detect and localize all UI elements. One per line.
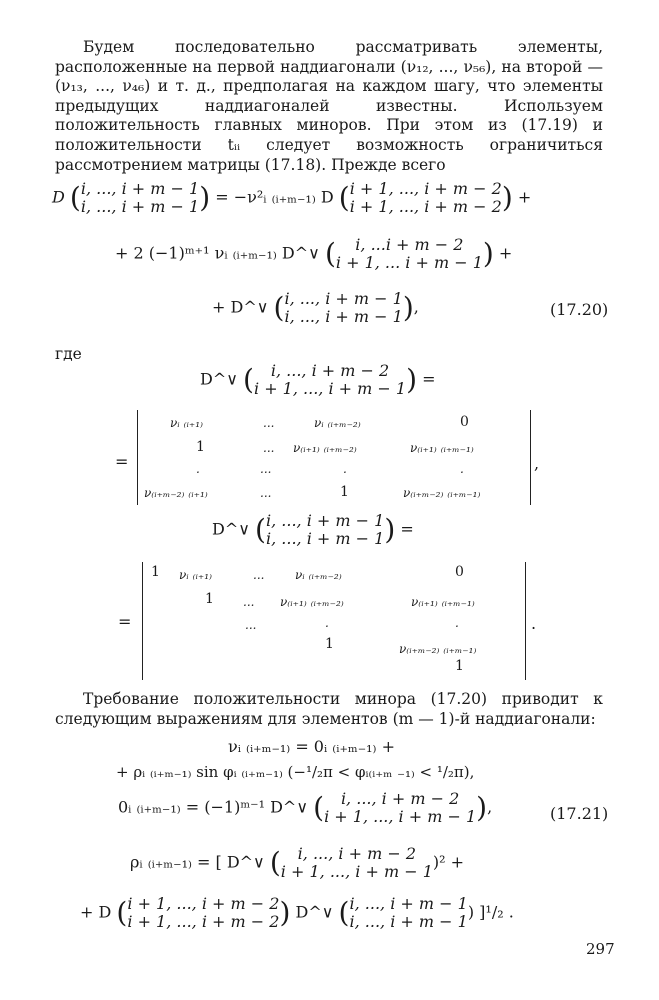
eq1720-comma: , (413, 297, 419, 317)
eq1721-l3-top: i, ..., i + m − 2 (340, 789, 460, 808)
eq1720-term3: + D^∨ (212, 297, 269, 317)
eq1721-number: (17.21) (550, 804, 609, 823)
det1-cell: . (460, 462, 464, 476)
det2-eq: = (400, 519, 414, 539)
eq1720-plus1: + (517, 187, 532, 207)
eq1721-l5-top2: i, ..., i + m − 1 (349, 894, 468, 913)
det2-cell: ν₍ᵢ₊ₘ₋₂₎ ₍ᵢ₊ₘ₋₁₎ (399, 642, 477, 656)
det1-cell: 1 (340, 484, 349, 500)
det2-cell: ... (253, 568, 265, 582)
eq1721-theta: 0ᵢ ₍ᵢ₊ₘ₋₁₎ = (−1)ᵐ⁻¹ D^∨ (118, 797, 309, 817)
eq1720-m4-bot: i, ..., i + m − 1 (284, 307, 403, 326)
det1-top: i, ..., i + m − 2 (270, 361, 390, 380)
para2-text: Требование положительности минора (17.20) приводит к следующим выражениям для элементов (m — 1)-й наддиагонали: (55, 690, 603, 728)
det2-cell: 1 (325, 636, 334, 652)
det1-comma: , (534, 454, 540, 473)
eq1721-l5-bot1: i + 1, ..., i + m − 2 (127, 912, 280, 931)
det1-cell: νᵢ ₍ᵢ₊₁₎ (170, 416, 203, 430)
eq1720-m1-bot: i, ..., i + m − 1 (80, 197, 200, 216)
intro-paragraph (55, 38, 603, 175)
eq1721-l4-end: )² + (432, 852, 465, 872)
det2-cell: 1 (455, 658, 464, 674)
eq1721-line4: ρᵢ ₍ᵢ₊ₘ₋₁₎ = [ D^∨ ( i, ..., i + m − 2 i + 1, ..., i + m − 1 )² + (130, 844, 465, 881)
det1-cell: . (343, 462, 347, 476)
det2-cell: νᵢ ₍ᵢ₊₁₎ (179, 568, 212, 582)
det2-cell: . (325, 616, 329, 630)
eq1721-l4-bot: i + 1, ..., i + m − 1 (280, 862, 433, 881)
det1-eq2: = (115, 452, 129, 471)
det1-cell: ν₍ᵢ₊₁₎ ₍ᵢ₊ₘ₋₂₎ (293, 441, 357, 455)
det1-cell: . (196, 462, 200, 476)
det1-cell: ν₍ᵢ₊₁₎ ₍ᵢ₊ₘ₋₁₎ (410, 441, 474, 455)
det2-cell: ... (243, 595, 255, 609)
det1-cell: ν₍ᵢ₊ₘ₋₂₎ ₍ᵢ₊₁₎ (144, 486, 208, 500)
det1-cell: νᵢ ₍ᵢ₊ₘ₋₂₎ (314, 416, 361, 430)
eq1720-line2: + 2 (−1)ᵐ⁺¹ νᵢ ₍ᵢ₊ₘ₋₁₎ D^∨ ( i, ...i + m − 2 i + 1, ... i + m − 1 ) + (115, 235, 513, 272)
eq1721-l5-bot2: i, ..., i + m − 1 (349, 912, 468, 931)
eq1720-line3: + D^∨ ( i, ..., i + m − 1 i, ..., i + m − 1 ), (212, 289, 419, 326)
det1-bot: i + 1, ..., i + m − 1 (253, 379, 407, 398)
det2-cell: ν₍ᵢ₊₁₎ ₍ᵢ₊ₘ₋₁₎ (411, 595, 475, 609)
det2-matrix (142, 562, 526, 680)
det2-cell: 1 (205, 591, 214, 607)
det1-cell: ... (260, 462, 272, 476)
det1-cell: 0 (460, 414, 469, 430)
eq1721-line1: νᵢ ₍ᵢ₊ₘ₋₁₎ = 0ᵢ ₍ᵢ₊ₘ₋₁₎ + (228, 737, 395, 756)
eq1721-line5: + D ( i + 1, ..., i + m − 2 i + 1, ..., i + m − 2 ) D^∨ ( i, ..., i + m − 1 i, ..., i + m − 1 ) ]¹/₂ . (80, 894, 514, 931)
eq1720-plus2: + (498, 243, 513, 263)
eq1721-line2: + ρᵢ ₍ᵢ₊ₘ₋₁₎ sin φᵢ ₍ᵢ₊ₘ₋₁₎ (−¹/₂π < φᵢ₍ᵢ₊ₘ ₋₁₎ < ¹/₂π), (116, 763, 475, 781)
det1-lhs: D^∨ (200, 369, 238, 389)
det1-cell: ... (260, 486, 272, 500)
det2-cell: νᵢ ₍ᵢ₊ₘ₋₂₎ (295, 568, 342, 582)
eq1721-l5-d: + D (80, 902, 112, 922)
det2-cell: . (455, 616, 459, 630)
det2-header: D^∨ ( i, ..., i + m − 1 i, ..., i + m − 1 ) = (212, 511, 414, 548)
eq1721-comma: , (487, 797, 493, 817)
det1-cell: ... (263, 441, 275, 455)
eq1721-l5-end: ) ]¹/₂ . (467, 902, 514, 922)
det2-cell: 0 (455, 564, 464, 580)
det2-eq2: = (118, 612, 132, 631)
intro-text: Будем последовательно рассматривать элементы, расположенные на первой наддиагонали (ν₁₂, ..., ν₅₆), на второй — (ν₁₃, ..., ν₄₆) и т. д., предполагая на каждом шагу, что элементы предыдущих наддиагоналей известны. Используем положительность главных миноров. При этом из (17.19) и положительности tᵢᵢ следует возможность ограничиться рассмотрением матрицы (17.18). Прежде всего (55, 38, 603, 174)
det2-cell: 1 (151, 564, 160, 580)
eq1720-m2-bot: i + 1, ..., i + m − 2 (349, 197, 502, 216)
eq1720-line1: D ( i, ..., i + m − 1 i, ..., i + m − 1 ) = −ν²ᵢ ₍ᵢ₊ₘ₋₁₎ D ( i + 1, ..., i + m − 2 i + 1, ..., i + m − 2 ) + (52, 179, 532, 216)
eq1721-l5-top1: i + 1, ..., i + m − 2 (127, 894, 280, 913)
eq1720-term2: + 2 (−1)ᵐ⁺¹ νᵢ ₍ᵢ₊ₘ₋₁₎ D^∨ (115, 243, 320, 263)
eq1720-m1-top: i, ..., i + m − 1 (80, 179, 200, 198)
eq1720-m3-top: i, ...i + m − 2 (355, 235, 464, 254)
eq1721-l5-dv: D^∨ (295, 902, 334, 922)
eq1720-m3-bot: i + 1, ... i + m − 1 (335, 253, 483, 272)
eq1721-l4-top: i, ..., i + m − 2 (297, 844, 417, 863)
det2-top: i, ..., i + m − 1 (265, 511, 385, 530)
det1-matrix (137, 410, 531, 505)
eq1721-rho: ρᵢ ₍ᵢ₊ₘ₋₁₎ = [ D^∨ (130, 852, 265, 872)
det1-eq: = (422, 369, 436, 389)
det2-lhs: D^∨ (212, 519, 250, 539)
det1-cell: ... (263, 416, 275, 430)
eq1721-line3: 0ᵢ ₍ᵢ₊ₘ₋₁₎ = (−1)ᵐ⁻¹ D^∨ ( i, ..., i + m − 2 i + 1, ..., i + m − 1 ), (118, 789, 493, 826)
page-number: 297 (586, 940, 615, 958)
det2-cell: ν₍ᵢ₊₁₎ ₍ᵢ₊ₘ₋₂₎ (280, 595, 344, 609)
eq1720-m4-top: i, ..., i + m − 1 (284, 289, 403, 308)
det2-bot: i, ..., i + m − 1 (265, 529, 385, 548)
eq1720-number: (17.20) (550, 300, 609, 319)
det1-header: D^∨ ( i, ..., i + m − 2 i + 1, ..., i + m − 1 ) = (200, 361, 436, 398)
det2-period: . (531, 614, 537, 633)
eq1721-l3-bot: i + 1, ..., i + m − 1 (324, 807, 477, 826)
det1-cell: ν₍ᵢ₊ₘ₋₂₎ ₍ᵢ₊ₘ₋₁₎ (403, 486, 481, 500)
det1-cell: 1 (196, 439, 205, 455)
para2 (55, 690, 603, 729)
where-word: где (55, 345, 82, 363)
eq1720-d: D (52, 187, 65, 207)
det2-cell: ... (245, 618, 257, 632)
eq1720-term1: = −ν²ᵢ ₍ᵢ₊ₘ₋₁₎ D (215, 187, 334, 207)
eq1720-m2-top: i + 1, ..., i + m − 2 (349, 179, 502, 198)
